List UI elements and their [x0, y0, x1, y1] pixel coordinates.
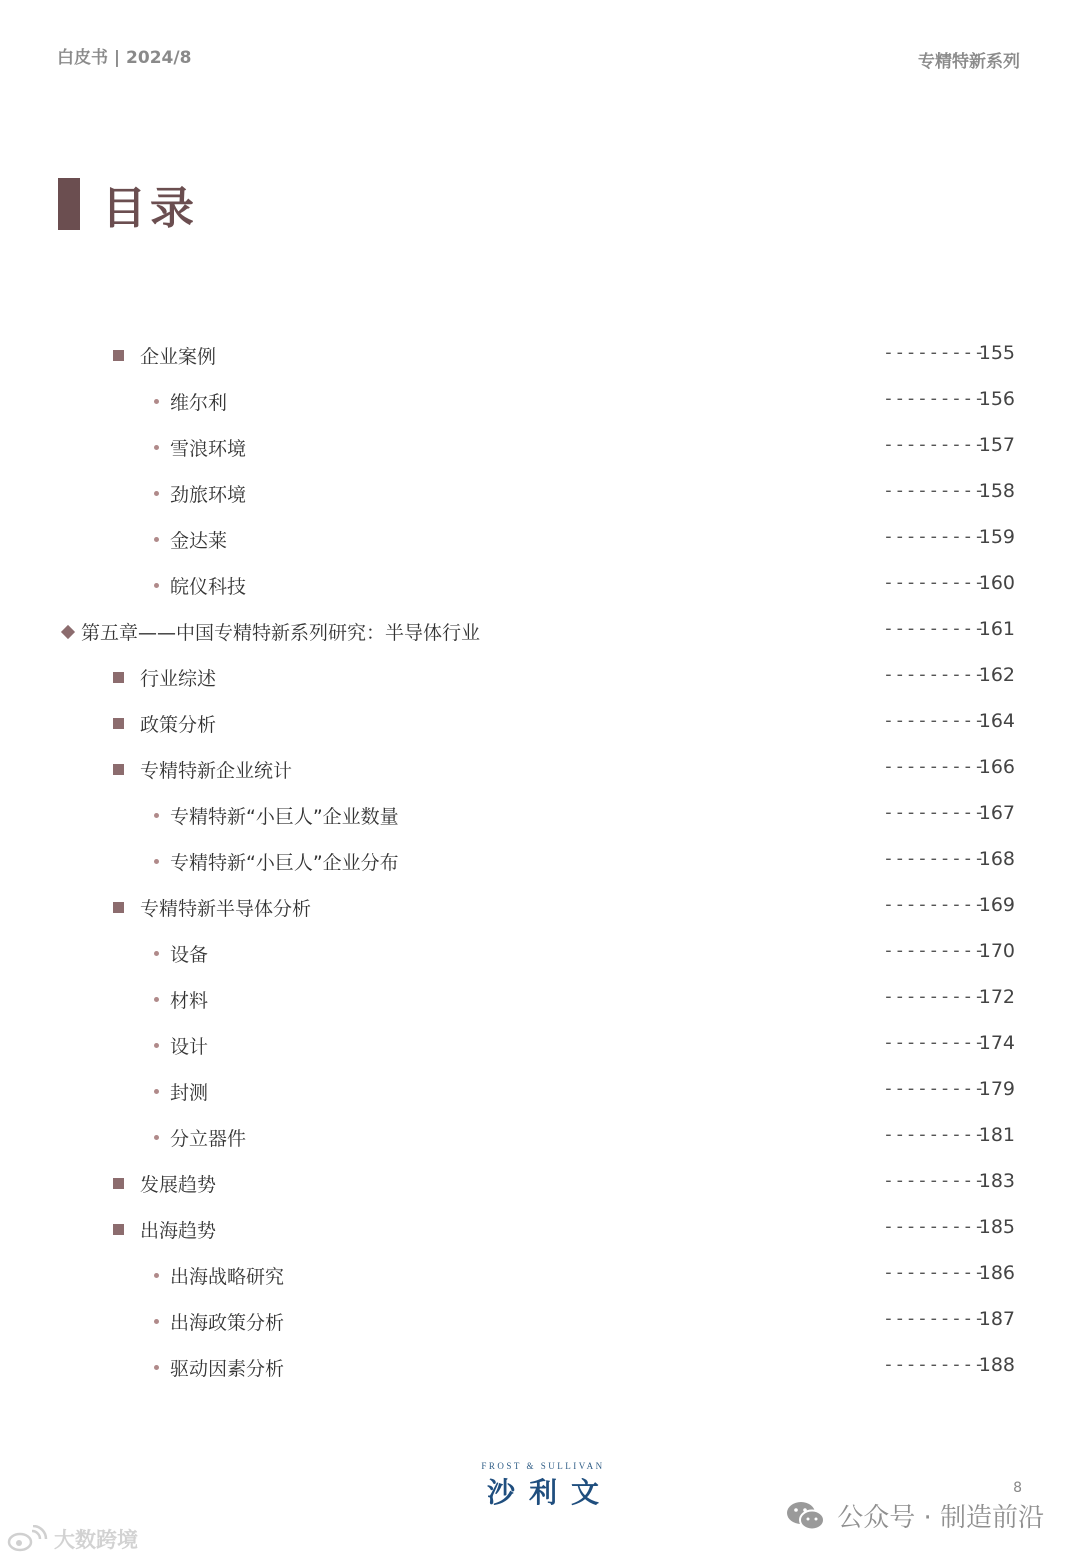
toc-leader-dashes: --------- [883, 940, 986, 961]
toc-page-number: 159 [978, 526, 1015, 548]
toc-leader-dashes: --------- [883, 572, 986, 593]
toc-entry [113, 756, 292, 783]
toc-row[interactable] [0, 976, 1080, 1022]
square-bullet-icon [113, 672, 124, 683]
toc-page-number: 187 [978, 1308, 1015, 1330]
wechat-icon [785, 1499, 827, 1533]
dot-bullet-icon [154, 399, 159, 404]
toc-page-number: 161 [978, 618, 1015, 640]
toc-row[interactable] [0, 792, 1080, 838]
frost-sullivan-logo [468, 1461, 618, 1511]
toc-row[interactable] [0, 654, 1080, 700]
toc-page-number: 155 [978, 342, 1015, 364]
toc-entry-label: 材料 [170, 990, 209, 1012]
toc-leader-dashes: --------- [883, 710, 986, 731]
toc-leader-dashes: --------- [883, 1078, 986, 1099]
toc-leader-dashes: --------- [883, 1216, 986, 1237]
toc-page-number: 181 [978, 1124, 1015, 1146]
toc-leader-dashes: --------- [883, 986, 986, 1007]
toc-page-number: 158 [978, 480, 1015, 502]
toc-entry [154, 1354, 284, 1381]
toc-row[interactable] [0, 1206, 1080, 1252]
dot-bullet-icon [154, 1365, 159, 1370]
logo-english-text: FROST & SULLIVAN [481, 1461, 605, 1471]
toc-entry-label: 政策分析 [140, 714, 217, 736]
table-of-contents [0, 332, 1080, 1390]
toc-entry-label: 出海政策分析 [170, 1312, 285, 1334]
square-bullet-icon [113, 902, 124, 913]
toc-entry [113, 1170, 216, 1197]
toc-entry [154, 1124, 246, 1151]
toc-page-number: 169 [978, 894, 1015, 916]
toc-entry-label: 出海战略研究 [170, 1266, 285, 1288]
weibo-watermark-text: 大数跨境 [54, 1528, 138, 1552]
toc-entry-label: 劲旅环境 [170, 484, 247, 506]
toc-entry-label: 金达莱 [170, 530, 228, 552]
toc-row[interactable] [0, 700, 1080, 746]
toc-row[interactable] [0, 838, 1080, 884]
toc-leader-dashes: --------- [883, 664, 986, 685]
toc-leader-dashes: --------- [883, 388, 986, 409]
toc-leader-dashes: --------- [883, 1262, 986, 1283]
toc-entry [154, 572, 246, 599]
dot-bullet-icon [154, 1043, 159, 1048]
dot-bullet-icon [154, 1135, 159, 1140]
square-bullet-icon [113, 1178, 124, 1189]
toc-entry-label: 封测 [170, 1082, 209, 1104]
toc-entry-label: 皖仪科技 [170, 576, 247, 598]
toc-page-number: 156 [978, 388, 1015, 410]
toc-entry-label: 雪浪环境 [170, 438, 247, 460]
header-date: 白皮书 | 2024/8 [57, 48, 192, 68]
toc-entry-label: 行业综述 [140, 668, 217, 690]
toc-leader-dashes: --------- [883, 1354, 986, 1375]
toc-page-number: 172 [978, 986, 1015, 1008]
weibo-icon [6, 1525, 48, 1553]
toc-entry [113, 1216, 216, 1243]
page-title-block [58, 178, 198, 234]
title-accent-bar [58, 178, 80, 230]
toc-entry-label: 专精特新半导体分析 [140, 898, 312, 920]
toc-row[interactable] [0, 1068, 1080, 1114]
toc-entry [154, 940, 208, 967]
dot-bullet-icon [154, 1273, 159, 1278]
toc-row[interactable] [0, 1298, 1080, 1344]
dot-bullet-icon [154, 951, 159, 956]
toc-leader-dashes: --------- [883, 756, 986, 777]
toc-entry [154, 388, 227, 415]
toc-leader-dashes: --------- [883, 802, 986, 823]
toc-entry [154, 848, 399, 875]
dot-bullet-icon [154, 491, 159, 496]
toc-entry [60, 618, 480, 645]
toc-leader-dashes: --------- [883, 618, 986, 639]
toc-leader-dashes: --------- [883, 342, 986, 363]
toc-leader-dashes: --------- [883, 1124, 986, 1145]
page-number: 8 [1013, 1480, 1022, 1496]
dot-bullet-icon [154, 1319, 159, 1324]
dot-bullet-icon [154, 537, 159, 542]
toc-entry [154, 802, 399, 829]
toc-row[interactable] [0, 930, 1080, 976]
toc-leader-dashes: --------- [883, 1032, 986, 1053]
wechat-watermark-text: 公众号 · 制造前沿 [837, 1503, 1044, 1533]
toc-page-number: 162 [978, 664, 1015, 686]
toc-row[interactable] [0, 1344, 1080, 1390]
toc-entry [154, 526, 227, 553]
toc-row[interactable] [0, 516, 1080, 562]
toc-entry [113, 894, 311, 921]
dot-bullet-icon [154, 445, 159, 450]
toc-entry-label: 分立器件 [170, 1128, 247, 1150]
toc-page-number: 174 [978, 1032, 1015, 1054]
header-series: 专精特新系列 [918, 52, 1020, 72]
toc-row[interactable] [0, 424, 1080, 470]
toc-page-number: 157 [978, 434, 1015, 456]
toc-leader-dashes: --------- [883, 1308, 986, 1329]
toc-entry-label: 专精特新企业统计 [140, 760, 293, 782]
toc-row[interactable] [0, 1022, 1080, 1068]
toc-page-number: 186 [978, 1262, 1015, 1284]
toc-entry-label: 专精特新“小巨人”企业分布 [170, 852, 399, 874]
toc-row[interactable] [0, 746, 1080, 792]
toc-entry-label: 驱动因素分析 [170, 1358, 285, 1380]
toc-entry-label: 发展趋势 [140, 1174, 217, 1196]
toc-leader-dashes: --------- [883, 526, 986, 547]
toc-entry [113, 664, 216, 691]
toc-leader-dashes: --------- [883, 1170, 986, 1191]
toc-row[interactable] [0, 1252, 1080, 1298]
toc-row[interactable] [0, 562, 1080, 608]
toc-entry [154, 986, 208, 1013]
wechat-watermark [785, 1497, 1044, 1534]
dot-bullet-icon [154, 1089, 159, 1094]
toc-entry-label: 专精特新“小巨人”企业数量 [170, 806, 399, 828]
toc-entry [154, 434, 246, 461]
toc-page-number: 164 [978, 710, 1015, 732]
toc-entry-label: 出海趋势 [140, 1220, 217, 1242]
square-bullet-icon [113, 350, 124, 361]
toc-page-number: 167 [978, 802, 1015, 824]
dot-bullet-icon [154, 583, 159, 588]
dot-bullet-icon [154, 859, 159, 864]
toc-row[interactable] [0, 1160, 1080, 1206]
toc-entry [113, 342, 216, 369]
toc-leader-dashes: --------- [883, 480, 986, 501]
square-bullet-icon [113, 1224, 124, 1235]
toc-entry-label: 维尔利 [170, 392, 228, 414]
logo-chinese-text: 沙利文 [486, 1476, 613, 1509]
toc-page-number: 168 [978, 848, 1015, 870]
page-title: 目录 [102, 183, 198, 234]
toc-leader-dashes: --------- [883, 434, 986, 455]
toc-entry [154, 1032, 208, 1059]
toc-page-number: 166 [978, 756, 1015, 778]
toc-leader-dashes: --------- [883, 848, 986, 869]
toc-row[interactable] [0, 608, 1080, 654]
toc-row[interactable] [0, 470, 1080, 516]
square-bullet-icon [113, 718, 124, 729]
toc-row[interactable] [0, 884, 1080, 930]
toc-page-number: 185 [978, 1216, 1015, 1238]
toc-page-number: 170 [978, 940, 1015, 962]
toc-row[interactable] [0, 378, 1080, 424]
toc-entry-label: 企业案例 [140, 346, 217, 368]
toc-entry-label: 设计 [170, 1036, 209, 1058]
toc-entry-label: 设备 [170, 944, 209, 966]
dot-bullet-icon [154, 813, 159, 818]
toc-page-number: 160 [978, 572, 1015, 594]
toc-entry [113, 710, 216, 737]
toc-entry [154, 1308, 284, 1335]
weibo-watermark [6, 1524, 138, 1554]
diamond-bullet-icon [61, 624, 75, 638]
toc-page-number: 179 [978, 1078, 1015, 1100]
toc-entry [154, 1078, 208, 1105]
toc-leader-dashes: --------- [883, 894, 986, 915]
square-bullet-icon [113, 764, 124, 775]
toc-row[interactable] [0, 1114, 1080, 1160]
toc-row[interactable] [0, 332, 1080, 378]
dot-bullet-icon [154, 997, 159, 1002]
toc-entry [154, 1262, 284, 1289]
toc-entry-label: 第五章——中国专精特新系列研究：半导体行业 [81, 622, 481, 644]
toc-page-number: 183 [978, 1170, 1015, 1192]
toc-entry [154, 480, 246, 507]
toc-page-number: 188 [978, 1354, 1015, 1376]
